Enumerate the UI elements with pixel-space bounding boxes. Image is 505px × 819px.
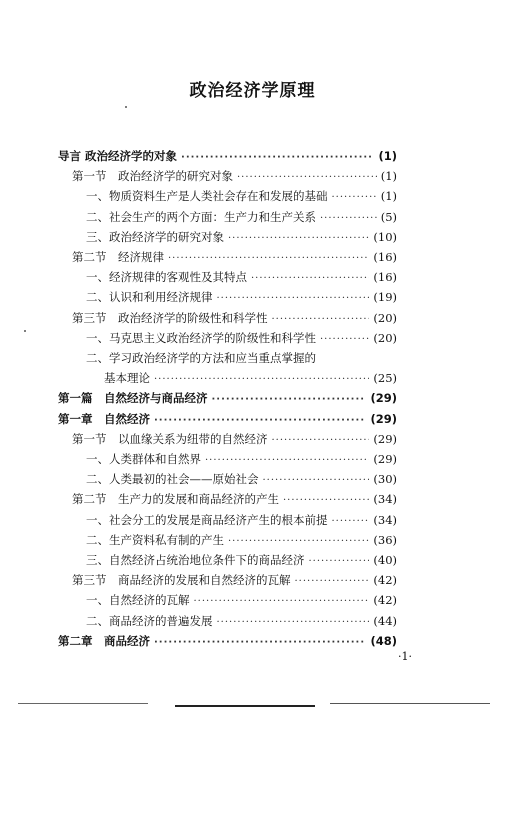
toc-leader-dots [272,314,370,325]
toc-entry [86,592,397,612]
toc-entry-title: 基本理论 [104,371,150,386]
toc-entry-page: (1) [380,189,397,204]
toc-entry-page: (25) [373,371,397,386]
toc-entry [86,209,397,229]
toc-entry-title: 一、社会分工的发展是商品经济产生的根本前提 [86,512,328,527]
toc-entry-title: 二、认识和利用经济规律 [86,290,213,305]
toc-entry-page: (40) [373,553,397,567]
toc-leader-dots [212,394,367,405]
toc-entry-page: (29) [370,391,397,406]
toc-entry-page: (10) [373,229,397,244]
toc-entry [86,512,397,532]
toc-leader-dots [205,455,369,466]
toc-entry [86,289,397,309]
page-title: 政治经济学原理 [189,81,316,101]
toc-leader-dots [154,415,366,426]
toc-entry-title: 第一节 政治经济学的研究对象 [72,169,233,184]
toc-leader-dots [194,596,370,607]
toc-entry [86,229,397,249]
toc-entry-page: (19) [373,290,397,305]
scan-rule-right [330,703,490,704]
toc-entry [86,552,397,572]
toc-entry-title: 第一章 自然经济 [58,411,150,426]
toc-entry-page: (34) [373,492,397,507]
toc-entry-page: (34) [373,512,397,527]
page-number: ·1· [398,650,412,663]
toc-leader-dots [251,273,369,284]
toc-leader-dots [332,192,377,203]
toc-leader-dots [295,576,370,587]
toc-entry-page: (44) [373,613,397,628]
scan-rule-middle [175,705,315,707]
toc-entry-page: (1) [380,169,397,184]
toc-entry-title: 导言 政治经济学的对象 [58,149,178,163]
toc-entry-page: (16) [373,270,397,285]
toc-leader-dots [320,213,377,224]
toc-entry-title: 第二节 生产力的发展和商品经济的产生 [72,492,279,507]
toc-entry-title: 二、社会生产的两个方面：生产力和生产关系 [86,209,316,224]
toc-entry-title: 第二节 经济规律 [72,250,164,264]
toc-leader-dots [283,495,369,506]
toc-leader-dots [237,172,377,183]
scan-rule-left [18,703,148,704]
toc-entry-title: 一、人类群体和自然界 [86,452,201,466]
toc-leader-dots [168,253,369,264]
toc-entry [58,390,397,410]
toc-entry [58,633,397,653]
toc-leader-dots [228,233,369,244]
toc-entry-page: (29) [373,452,397,466]
toc-leader-dots [309,556,370,567]
toc-entry-title: 一、马克思主义政治经济学的阶级性和科学性 [86,330,316,345]
toc-entry-page: (36) [373,532,397,547]
toc-entry-page: (5) [380,209,397,224]
toc-leader-dots [217,617,370,628]
toc-entry-page: (16) [373,250,397,264]
toc-entry [86,532,397,552]
toc-entry-title: 二、人类最初的社会——原始社会 [86,472,259,487]
toc-entry-page: (48) [370,633,397,648]
toc-entry-title: 第一篇 自然经济与商品经济 [58,391,208,406]
toc-entry-page: (20) [373,330,397,345]
toc-entry-page: (30) [373,472,397,487]
toc-leader-dots [263,475,370,486]
toc-entry [104,370,397,390]
toc-entry-title: 第三节 政治经济学的阶级性和科学性 [72,310,268,325]
toc-entry-page: (29) [373,431,397,446]
toc-entry [86,613,397,633]
toc-leader-dots [228,536,369,547]
toc-entry [86,471,397,491]
toc-entry-title: 二、学习政治经济学的方法和应当重点掌握的 [86,351,316,365]
toc-entry-title: 第二章 商品经济 [58,633,150,648]
toc-entry [86,350,397,370]
toc-entry [86,188,397,208]
toc-entry [58,148,397,168]
toc-entry-title: 一、经济规律的客观性及其特点 [86,270,247,285]
toc-leader-dots [154,374,369,385]
toc-entry-page: (29) [370,411,397,426]
toc-entry-page: (42) [373,573,397,588]
toc-entry [86,451,397,471]
toc-entry [86,330,397,350]
toc-entry [72,310,397,330]
toc-entry-title: 三、自然经济占统治地位条件下的商品经济 [86,553,305,567]
toc-entry-page: (42) [373,593,397,608]
toc-entry [86,269,397,289]
toc-entry-title: 一、物质资料生产是人类社会存在和发展的基础 [86,189,328,204]
toc-entry-title: 二、商品经济的普遍发展 [86,613,213,628]
toc-entry-title: 一、自然经济的瓦解 [86,593,190,608]
toc-entry-title: 第三节 商品经济的发展和自然经济的瓦解 [72,573,291,588]
toc-leader-dots [217,293,370,304]
scan-speck [24,330,26,332]
toc-leader-dots [272,435,370,446]
toc-entry [72,572,397,592]
toc-entry [72,249,397,269]
toc-entry [72,168,397,188]
toc-entry [72,491,397,511]
toc-entry-title: 三、政治经济学的研究对象 [86,229,224,244]
scan-speck [125,106,127,108]
toc-leader-dots [154,637,366,648]
toc-entry-title: 二、生产资料私有制的产生 [86,532,224,547]
toc-entry [58,411,397,431]
toc-leader-dots [181,152,374,163]
toc-leader-dots [332,516,370,527]
toc-entry-page: (20) [373,310,397,325]
toc-entry-title: 第一节 以血缘关系为纽带的自然经济 [72,431,268,446]
toc-leader-dots [320,334,369,345]
toc-entry-page: (1) [378,149,397,163]
toc-entry [72,431,397,451]
